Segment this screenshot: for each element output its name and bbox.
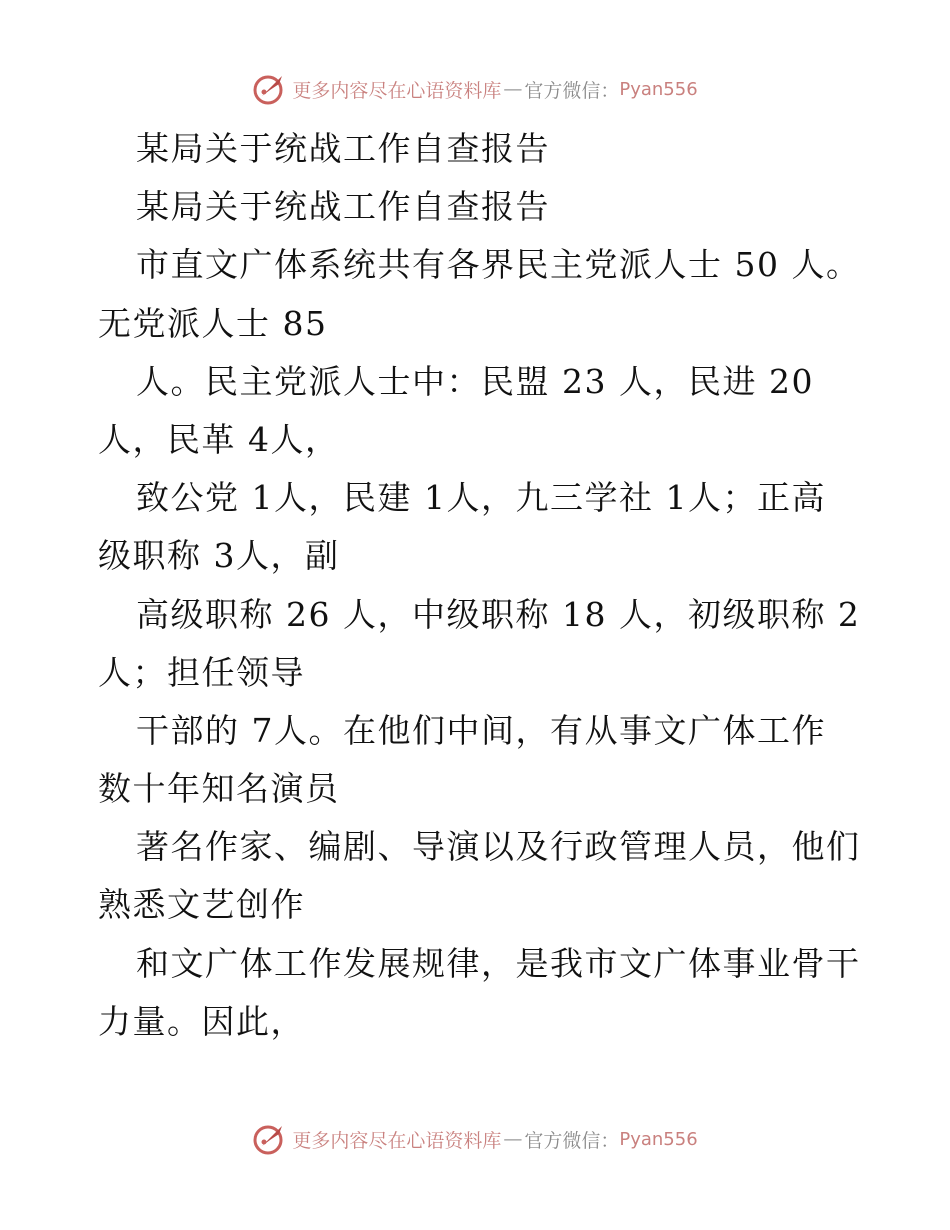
- watermark-wechat-id: Pyan556: [619, 78, 698, 100]
- quill-logo-icon: [252, 72, 286, 106]
- watermark-wechat-id: Pyan556: [619, 1128, 698, 1150]
- paragraph-line: 人。民主党派人士中：民盟 23 人，民进 20: [136, 361, 814, 401]
- paragraph-line: 无党派人士 85: [98, 303, 328, 343]
- paragraph-line: 人，民革 4人，: [98, 419, 340, 459]
- paragraph-line: 致公党 1人，民建 1人，九三学社 1人；正高: [136, 478, 826, 518]
- paragraph-line: 市直文广体系统共有各界民主党派人士 50 人。: [136, 245, 861, 285]
- watermark-footer: [0, 1122, 950, 1156]
- paragraph-line: 干部的 7人。在他们中间，有从事文广体工作: [136, 710, 826, 750]
- watermark-separator: —: [503, 78, 523, 100]
- document-body: [98, 120, 861, 1051]
- watermark-label: 官方微信：: [524, 79, 620, 102]
- watermark-text: 更多内容尽在心语资料库: [292, 79, 502, 102]
- watermark-separator: —: [503, 1128, 523, 1150]
- watermark-text: 更多内容尽在心语资料库: [292, 1129, 502, 1152]
- paragraph-line: 级职称 3人，副: [98, 536, 340, 576]
- paragraph-line: 熟悉文艺创作: [98, 885, 305, 925]
- quill-logo-icon: [252, 1122, 286, 1156]
- paragraph-line: 著名作家、编剧、导演以及行政管理人员，他们: [136, 827, 861, 867]
- watermark-label: 官方微信：: [524, 1129, 620, 1152]
- paragraph-line: 数十年知名演员: [98, 769, 340, 809]
- paragraph-line: 和文广体工作发展规律，是我市文广体事业骨干: [136, 943, 861, 983]
- paragraph-line: 某局关于统战工作自查报告: [136, 187, 550, 227]
- paragraph-line: 高级职称 26 人，中级职称 18 人，初级职称 2: [136, 594, 861, 634]
- paragraph-line: 人；担任领导: [98, 652, 305, 692]
- paragraph-line: 某局关于统战工作自查报告: [136, 129, 550, 168]
- watermark-header: [0, 72, 950, 106]
- paragraph-line: 力量。因此，: [98, 1001, 305, 1041]
